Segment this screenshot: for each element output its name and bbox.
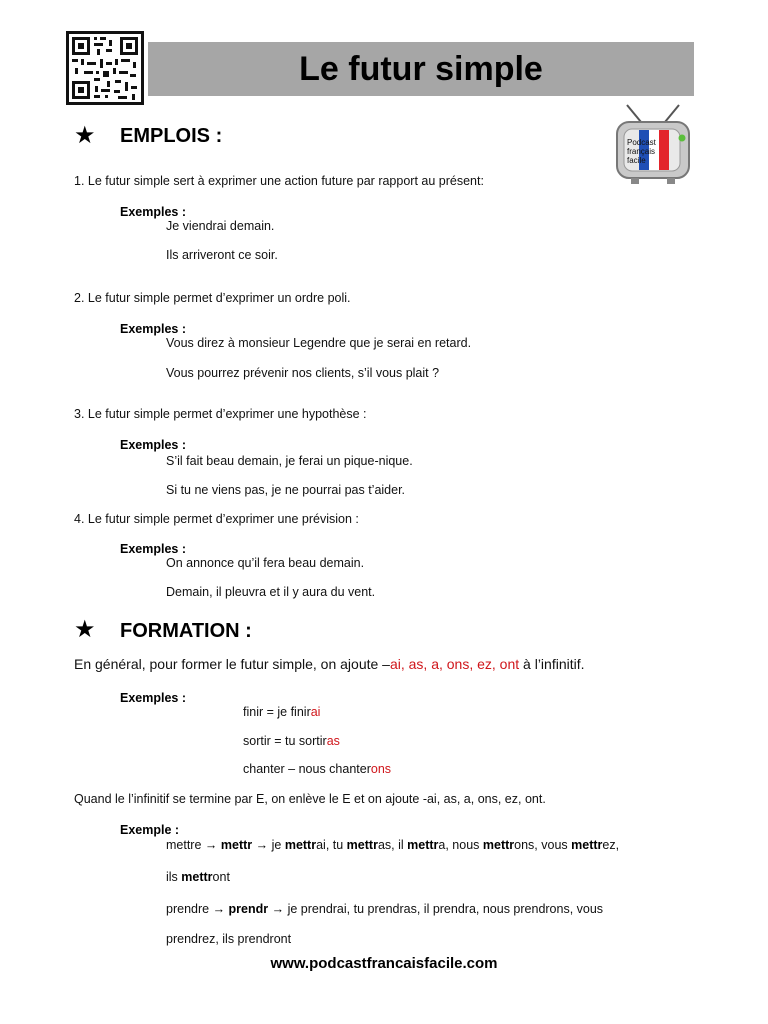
stem-bold: mettr [220, 838, 253, 852]
arrow-icon: → [204, 838, 218, 852]
examples-label: Exemples : [120, 438, 187, 452]
arrow-icon: → [255, 838, 269, 852]
example-ending: ai [310, 705, 321, 719]
word: as, il [377, 838, 408, 852]
example-stem: chanter – nous chanter [243, 762, 371, 776]
word: je prendrai, tu prendras, il prendra, nous prendrons, vous [284, 902, 604, 916]
word: je [268, 838, 285, 852]
arrow-icon: → [212, 902, 226, 916]
star-icon: ★ [74, 122, 96, 149]
endings-highlight: ai, as, a, ons, ez, ont [389, 656, 520, 672]
formation-example [243, 762, 391, 777]
example-text: S’il fait beau demain, je ferai un pique-nique. [166, 454, 413, 468]
formation-intro [74, 656, 585, 673]
star-icon: ★ [74, 616, 96, 643]
formation-example [243, 705, 320, 720]
word: ils [166, 870, 182, 884]
stem-bold: mettr [181, 870, 213, 884]
usage-2-text: 2. Le futur simple permet d’exprimer un ordre poli. [74, 291, 351, 305]
word: mettre [166, 838, 205, 852]
section-heading-formation: FORMATION : [120, 620, 252, 642]
word: prendre [166, 902, 213, 916]
example-text: Vous direz à monsieur Legendre que je serai en retard. [166, 336, 472, 350]
arrow-icon: → [271, 902, 285, 916]
intro-before: En général, pour former le futur simple, on ajoute – [74, 656, 390, 672]
usage-1-text: 1. Le futur simple sert à exprimer une action future par rapport au présent: [74, 174, 484, 188]
examples-label: Exemples : [120, 691, 187, 705]
example-ending: ons [370, 762, 392, 776]
stem-bold: mettr [571, 838, 603, 852]
example-text: Ils arriveront ce soir. [166, 248, 278, 262]
example-label: Exemple : [120, 823, 180, 837]
usage-3-text: 3. Le futur simple permet d’exprimer une hypothèse : [74, 407, 367, 421]
word: ez, [602, 838, 620, 852]
examples-label: Exemples : [120, 205, 187, 219]
podcast-logo [613, 102, 693, 186]
word: ont [212, 870, 230, 884]
example-text: Si tu ne viens pas, je ne pourrai pas t’aider. [166, 483, 406, 497]
formation-example [243, 734, 340, 749]
section-heading-emplois: EMPLOIS : [120, 125, 223, 147]
qr-code [66, 31, 144, 105]
stem-bold: mettr [407, 838, 439, 852]
example-text: Vous pourrez prévenir nos clients, s’il vous plait ? [166, 366, 440, 380]
examples-label: Exemples : [120, 542, 187, 556]
example-stem: sortir = tu sortir [243, 734, 327, 748]
mettre-conjugation [166, 838, 619, 853]
word: ai, tu [316, 838, 347, 852]
stem-bold: mettr [284, 838, 317, 852]
stem-bold: prendr [228, 902, 269, 916]
footer-url: www.podcastfrancaisfacile.com [270, 955, 498, 972]
mettre-conjugation-cont [166, 870, 230, 885]
intro-after: à l’infinitif. [519, 656, 585, 672]
example-ending: as [326, 734, 340, 748]
stem-bold: mettr [482, 838, 515, 852]
prendre-conjugation-cont: prendrez, ils prendront [166, 932, 292, 946]
example-text: Je viendrai demain. [166, 219, 275, 233]
page-title: Le futur simple [299, 50, 543, 88]
word: a, nous [438, 838, 483, 852]
example-text: Demain, il pleuvra et il y aura du vent. [166, 585, 376, 599]
prendre-conjugation [166, 902, 603, 917]
usage-4-text: 4. Le futur simple permet d’exprimer une prévision : [74, 512, 359, 526]
example-stem: finir = je finir [243, 705, 311, 719]
logo-text: Podcast français facile [627, 138, 656, 165]
examples-label: Exemples : [120, 322, 187, 336]
stem-bold: mettr [346, 838, 378, 852]
qr-code-icon [69, 34, 141, 102]
rule-text: Quand le l’infinitif se termine par E, on enlève le E et on ajoute -ai, as, a, ons, ez, ont. [74, 792, 546, 806]
word: ons, vous [514, 838, 572, 852]
example-text: On annonce qu’il fera beau demain. [166, 556, 365, 570]
